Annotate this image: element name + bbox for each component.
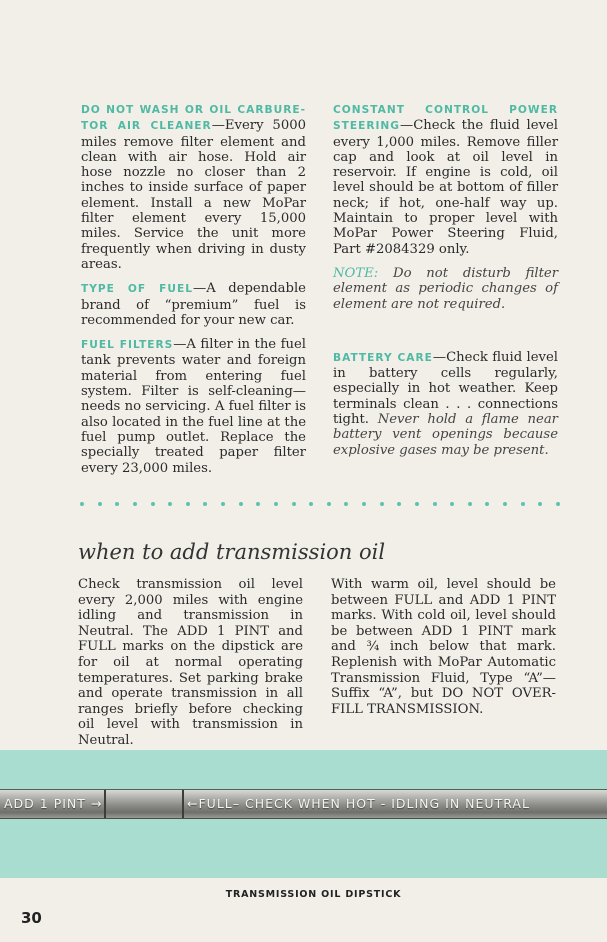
divider-dot [256, 502, 260, 506]
divider-dot [168, 502, 172, 506]
page-number: 30 [21, 909, 42, 927]
transmission-col-1: Check transmission oil level every 2,000 miles with engine idling and transmission in Neutral. The ADD 1 PINT and FULL marks on the dipstick are for oil at normal operating temperatures. Set parking brake and operate transmission in all ranges briefly before checking oil level with transmission in Neutral. [78, 577, 303, 748]
dotted-divider [80, 502, 560, 506]
divider-dot [309, 502, 313, 506]
divider-dot [362, 502, 366, 506]
divider-dot [292, 502, 296, 506]
add-pint-mark: ADD 1 PINT → [4, 796, 103, 811]
divider-dot [274, 502, 278, 506]
dipstick-notch-right [182, 790, 184, 818]
filter-note [333, 266, 558, 312]
air-cleaner-paragraph [81, 102, 306, 272]
left-column [81, 102, 306, 485]
battery-text: —Check fluid level in battery cells regularly, especially in hot weather. Keep terminals clean . . . connections tight. [333, 349, 559, 428]
divider-dot [221, 502, 225, 506]
divider-dot [397, 502, 401, 506]
divider-dot [203, 502, 207, 506]
divider-dot [556, 502, 560, 506]
battery-paragraph [333, 350, 558, 458]
divider-dot [327, 502, 331, 506]
dipstick-illustration [0, 789, 607, 819]
battery-heading: BATTERY CARE [333, 351, 433, 364]
air-cleaner-text: —Every 5000 miles remove filter element and clean with air hose. Hold air hose nozzle no closer than 2 inches to inside surface of paper element. Install a new MoPar filter element every 15,000 miles. Service the unit more frequently when driving in dusty areas. [81, 118, 306, 272]
divider-dot [115, 502, 119, 506]
divider-dot [468, 502, 472, 506]
full-mark: ←FULL– CHECK WHEN HOT - IDLING IN NEUTRAL [187, 796, 530, 811]
divider-dot [80, 502, 84, 506]
divider-dot [450, 502, 454, 506]
fuel-type-text: —A dependable brand of “premium” fuel is recommended for your new car. [81, 281, 306, 328]
dipstick-notch-left [104, 790, 106, 818]
fuel-filters-paragraph [81, 337, 306, 476]
divider-dot [151, 502, 155, 506]
divider-dot [239, 502, 243, 506]
divider-dot [415, 502, 419, 506]
fuel-type-heading: TYPE OF FUEL [81, 283, 193, 296]
battery-warning: Never hold a flame near battery vent openings because explosive gases may be present. [333, 412, 558, 458]
divider-dot [538, 502, 542, 506]
divider-dot [133, 502, 137, 506]
power-steering-paragraph [333, 102, 558, 257]
note-text: Do not disturb filter element as periodic changes of element are not required. [333, 265, 558, 312]
note-label: NOTE: [333, 265, 379, 281]
divider-dot [344, 502, 348, 506]
divider-dot [485, 502, 489, 506]
divider-dot [433, 502, 437, 506]
fuel-filters-heading: FUEL FILTERS [81, 339, 174, 352]
power-steering-heading: CONSTANT CONTROL POWER STEERING [333, 104, 558, 133]
power-steering-text: —Check the fluid level every 1,000 miles. Remove filler cap and look at oil level in reservoir. If engine is cold, oil level should be at bottom of filler neck; if hot, one-half way up. Maintain to proper level with MoPar Power Steering Fluid, Part #2084329 only. [333, 118, 558, 257]
dipstick-caption: TRANSMISSION OIL DIPSTICK [225, 889, 402, 900]
fuel-filters-text: —A filter in the fuel tank prevents water and foreign material from entering fuel system. Filter is self-cleaning—needs no servicing. A fuel filter is also located in the fuel line at the fuel pump outlet. Replace the specially treated paper filter every 23,000 miles. [81, 337, 306, 476]
divider-dot [380, 502, 384, 506]
divider-dot [186, 502, 190, 506]
divider-dot [521, 502, 525, 506]
fuel-type-paragraph [81, 281, 306, 328]
divider-dot [98, 502, 102, 506]
section-title: when to add transmission oil [78, 540, 386, 564]
right-column [333, 102, 558, 467]
transmission-col-2: With warm oil, level should be between FULL and ADD 1 PINT marks. With cold oil, level should be between ADD 1 PINT mark and ¾ inch below that mark. Replenish with MoPar Automatic Transmission Fluid, Type “A”—Suffix “A”, but DO NOT OVER-FILL TRANSMISSION. [331, 577, 556, 717]
divider-dot [503, 502, 507, 506]
air-cleaner-heading: DO NOT WASH OR OIL CARBURE-TOR AIR CLEANER [81, 104, 306, 133]
